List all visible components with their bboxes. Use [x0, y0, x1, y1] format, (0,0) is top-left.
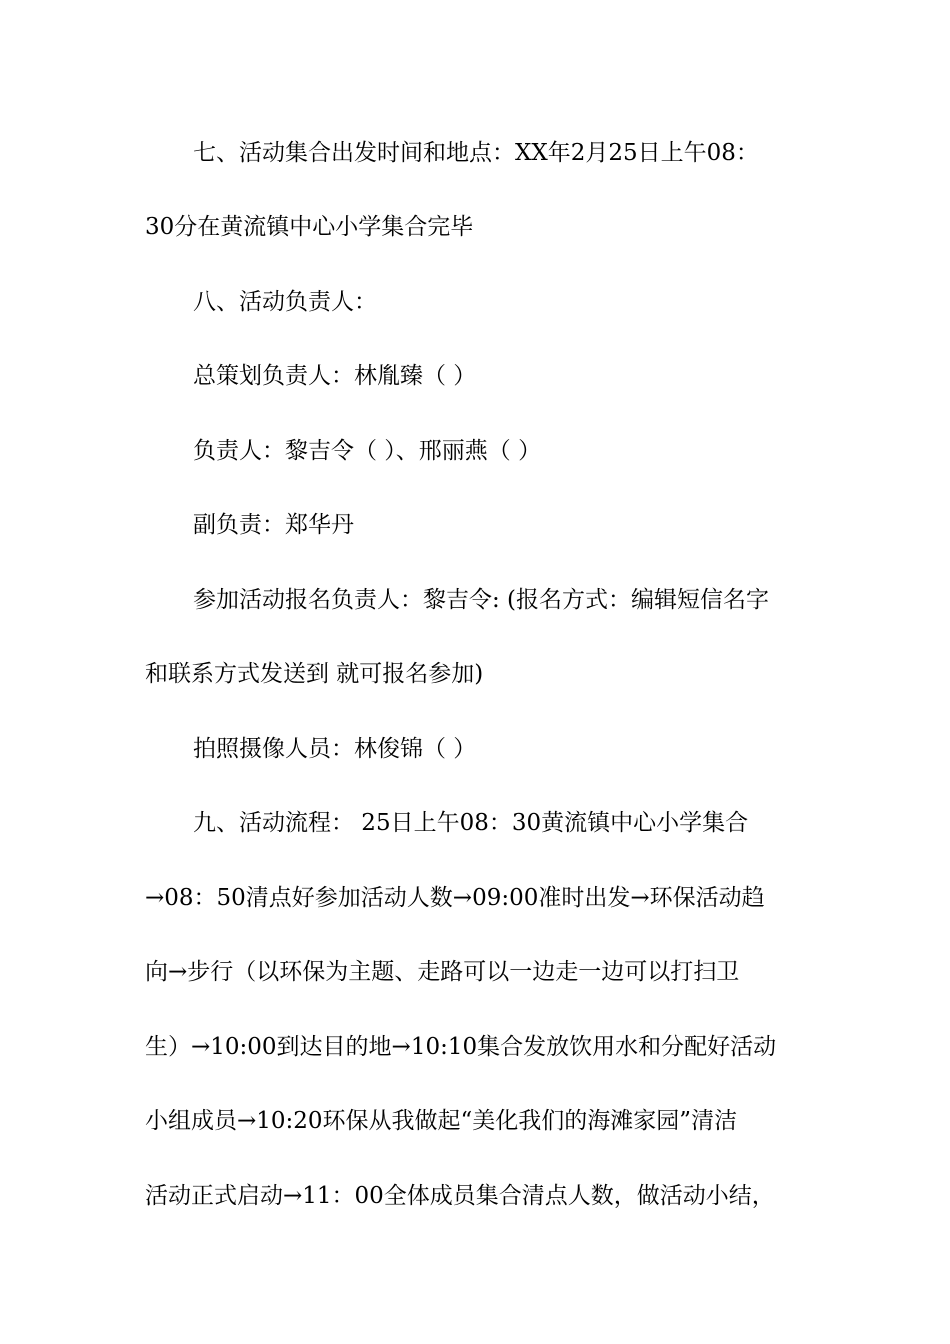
section-7-continuation: 30分在黄流镇中心小学集合完毕 [145, 214, 474, 240]
process-line-1: →08：50清点好参加活动人数→09:00准时出发→环保活动趋 [145, 885, 765, 911]
section-9-heading: 九、活动流程： 25日上午08：30黄流镇中心小学集合 [193, 810, 749, 836]
process-line-4: 小组成员→10:20环保从我做起“美化我们的海滩家园”清洁 [145, 1108, 738, 1134]
chief-planner-line: 总策划负责人：林胤臻（ ） [193, 363, 477, 389]
registration-leader-line: 参加活动报名负责人：黎吉令: (报名方式：编辑短信名字 [193, 587, 770, 613]
leaders-line: 负责人：黎吉令（ ）、邢丽燕（ ） [193, 438, 542, 464]
section-8-heading: 八、活动负责人： [193, 289, 377, 315]
process-line-2: 向→步行（以环保为主题、走路可以一边走一边可以打扫卫 [145, 959, 740, 985]
deputy-leader-line: 副负责：郑华丹 [193, 512, 354, 538]
registration-leader-continuation: 和联系方式发送到 就可报名参加) [145, 661, 484, 687]
process-line-3: 生）→10:00到达目的地→10:10集合发放饮用水和分配好活动 [145, 1034, 777, 1060]
process-line-5: 活动正式启动→11：00全体成员集合清点人数，做活动小结， [145, 1183, 775, 1209]
photographer-line: 拍照摄像人员：林俊锦（ ） [193, 736, 477, 762]
section-7-heading: 七、活动集合出发时间和地点：XX年2月25日上午08： [193, 140, 759, 166]
